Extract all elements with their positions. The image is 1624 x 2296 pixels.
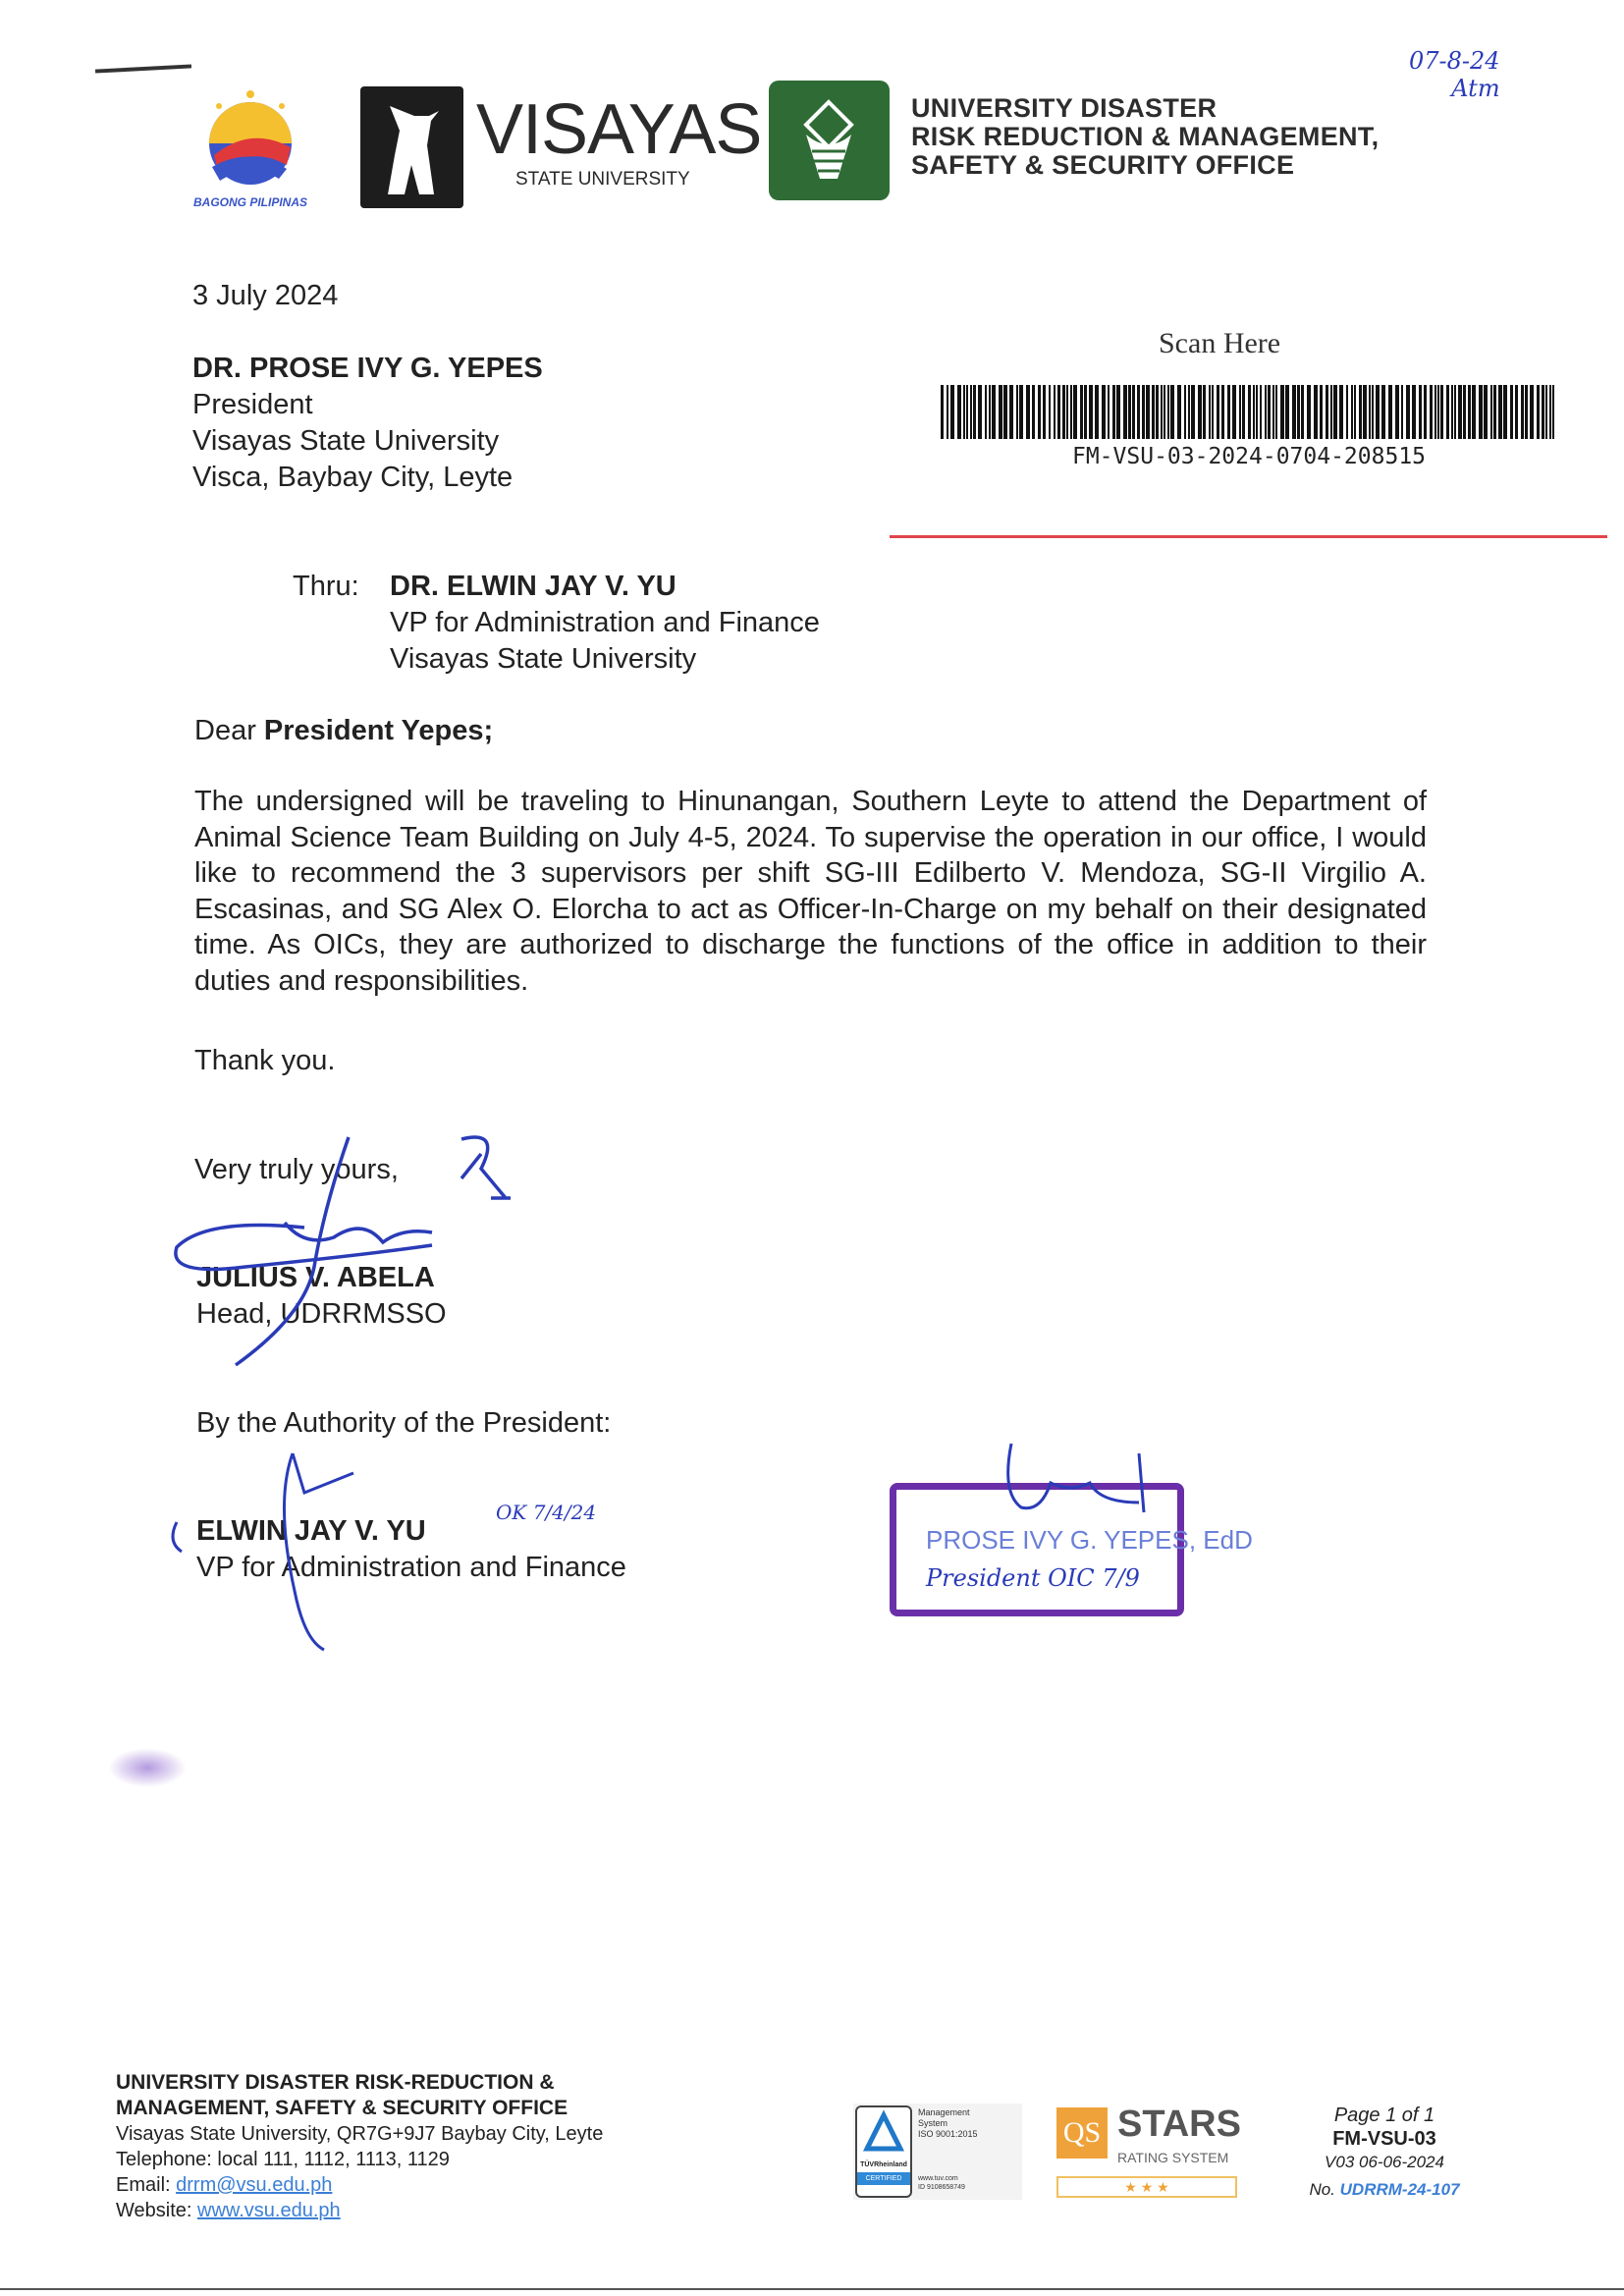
barcode-bar [1073, 385, 1077, 439]
barcode-bar [1326, 385, 1328, 439]
website-link[interactable]: www.vsu.edu.ph [197, 2200, 341, 2221]
qs-title: STARS [1117, 2104, 1241, 2145]
thru-label: Thru: [293, 571, 359, 602]
barcode-bar [992, 385, 996, 439]
barcode-bar [1161, 385, 1163, 439]
barcode-bar [1320, 385, 1323, 439]
barcode-bar [1430, 385, 1433, 439]
recipient-name: DR. PROSE IVY G. YEPES [192, 353, 543, 384]
handwritten-initials: Atm [1451, 75, 1500, 102]
barcode-bar [1458, 385, 1462, 439]
barcode-bar [1280, 385, 1284, 439]
barcode-bar [1265, 385, 1267, 439]
barcode-bar [1468, 385, 1471, 439]
barcode-bar [973, 385, 976, 439]
barcode-bar [1542, 385, 1544, 439]
barcode-bar [1388, 385, 1392, 439]
barcode-bar [1188, 385, 1190, 439]
thanks: Thank you. [194, 1045, 336, 1076]
barcode-bar [1066, 385, 1068, 439]
barcode-bar [1191, 385, 1195, 439]
qs-stars-badge [1056, 2104, 1239, 2202]
barcode-bar [1479, 385, 1483, 439]
barcode-bar [1510, 385, 1513, 439]
barcode-bar [1242, 385, 1245, 439]
barcode-bar [1268, 385, 1271, 439]
barcode-bar [947, 385, 948, 439]
signatory-title: Head, UDRRMSSO [196, 1298, 447, 1330]
barcode-bar [1137, 385, 1140, 439]
barcode-bar [1123, 385, 1127, 439]
barcode-bar [1032, 385, 1035, 439]
thru-block [390, 569, 820, 678]
abela-signature [167, 1129, 530, 1375]
barcode-bar [1009, 385, 1013, 439]
tuv-certified: CERTIFIED [857, 2172, 910, 2185]
barcode-bar [1472, 385, 1476, 439]
barcode-bar [1184, 385, 1186, 439]
footer-office-line: MANAGEMENT, SAFETY & SECURITY OFFICE [116, 2097, 568, 2119]
barcode-bar [1003, 385, 1007, 439]
barcode-bar [1549, 385, 1551, 439]
barcode-bar [1463, 385, 1466, 439]
barcode-bar [1227, 385, 1230, 439]
form-version: V03 06-06-2024 [1325, 2153, 1444, 2171]
office-name [911, 94, 1379, 180]
approver-name: ELWIN JAY V. YU [196, 1515, 426, 1547]
letter-date: 3 July 2024 [192, 280, 339, 311]
barcode-bar [966, 385, 968, 439]
barcode-bar [1164, 385, 1165, 439]
barcode-bar [1198, 385, 1202, 439]
barcode-bar [1095, 385, 1099, 439]
barcode-bar [1212, 385, 1214, 439]
barcode-bar [1369, 385, 1371, 439]
footer-address: Visayas State University, QR7G+9J7 Baybay City, Leyte [116, 2123, 604, 2145]
barcode-bar [1530, 385, 1534, 439]
barcode-bar [1521, 385, 1524, 439]
barcode-bar [1116, 385, 1120, 439]
authority-line: By the Authority of the President: [196, 1407, 612, 1439]
barcode-bar [1102, 385, 1106, 439]
barcode-bar [1498, 385, 1502, 439]
barcode-bar [1351, 385, 1353, 439]
footer-telephone: Telephone: local 111, 1112, 1113, 1129 [116, 2149, 450, 2170]
scan-mark [95, 64, 191, 73]
barcode-bar [1260, 385, 1262, 439]
barcode-bar [1221, 385, 1224, 439]
salutation-prefix: Dear [194, 715, 256, 746]
barcode-bar [963, 385, 965, 439]
barcode-bar [1089, 385, 1093, 439]
barcode-bar [1376, 385, 1380, 439]
barcode-divider [890, 535, 1607, 538]
tuv-line: ISO 9001:2015 [918, 2129, 978, 2139]
qs-stars: ★ ★ ★ [1056, 2176, 1237, 2198]
barcode-bar [1026, 385, 1030, 439]
barcode-bar [1152, 385, 1155, 439]
barcode-bar [1545, 385, 1547, 439]
recipient-line: Visca, Baybay City, Leyte [192, 462, 514, 493]
footer-contact [116, 2070, 603, 2223]
yepes-signature [982, 1434, 1178, 1552]
vsu-logo-subtext: STATE UNIVERSITY [515, 169, 690, 190]
qs-badge: QS [1056, 2107, 1108, 2159]
barcode-bar [1333, 385, 1337, 439]
email-label: Email: [116, 2174, 171, 2196]
barcode-bar [1292, 385, 1296, 439]
barcode-bar [1552, 385, 1554, 439]
barcode-bar [978, 385, 982, 439]
barcode-bar [1049, 385, 1051, 439]
barcode-bar [1419, 385, 1422, 439]
barcode-bar [1285, 385, 1289, 439]
barcode-bar [1525, 385, 1528, 439]
barcode-bar [1490, 385, 1492, 439]
barcode-bar [1248, 385, 1251, 439]
barcode-bar [1239, 385, 1241, 439]
barcode-bar [1272, 385, 1274, 439]
office-line: RISK REDUCTION & MANAGEMENT, [911, 122, 1380, 151]
approver-handwritten-note: OK 7/4/24 [496, 1501, 597, 1524]
barcode-bar [1503, 385, 1507, 439]
ink-smudge [108, 1748, 187, 1787]
signatory-name: JULIUS V. ABELA [196, 1262, 435, 1293]
barcode-bar [1451, 385, 1453, 439]
barcode-bar [1203, 385, 1206, 439]
barcode-bar [1167, 385, 1169, 439]
barcode[interactable] [941, 385, 1557, 439]
udrrmsso-logo [769, 81, 890, 200]
barcode-bar [1537, 385, 1540, 439]
barcode-bar [1354, 385, 1356, 439]
barcode-bar [1381, 385, 1385, 439]
barcode-bar [1128, 385, 1131, 439]
barcode-bar [1406, 385, 1410, 439]
approver-title: VP for Administration and Finance [196, 1552, 626, 1583]
office-line: SAFETY & SECURITY OFFICE [911, 150, 1295, 180]
tuv-triangle-icon [857, 2107, 910, 2157]
barcode-bar [1062, 385, 1065, 439]
vsu-logo-text: VISAYAS [476, 90, 762, 169]
barcode-bar [1297, 385, 1300, 439]
handwritten-received-note [1409, 47, 1500, 102]
barcode-bar [1435, 385, 1436, 439]
footer-office-line: UNIVERSITY DISASTER RISK-REDUCTION & [116, 2071, 555, 2094]
barcode-bar [1019, 385, 1023, 439]
barcode-bar [1084, 385, 1087, 439]
barcode-bar [941, 385, 944, 439]
thru-line: Visayas State University [390, 643, 697, 675]
barcode-bar [1057, 385, 1060, 439]
bagong-pilipinas-text: BAGONG PILIPINAS [192, 195, 307, 209]
scan-here-label: Scan Here [1159, 327, 1281, 359]
bagong-pilipinas-logo [185, 86, 316, 209]
barcode-bar [1493, 385, 1496, 439]
barcode-bar [1209, 385, 1211, 439]
barcode-bar [1307, 385, 1311, 439]
barcode-bar [1346, 385, 1348, 439]
barcode-bar [1395, 385, 1399, 439]
tuv-line: System [918, 2118, 948, 2128]
closing: Very truly yours, [194, 1154, 399, 1185]
stamp-handwritten: President OIC 7/9 [926, 1564, 1140, 1592]
page-info [1296, 2104, 1473, 2202]
barcode-bar [1108, 385, 1110, 439]
vsu-logo-mark [360, 86, 463, 208]
email-link[interactable]: drrm@vsu.edu.ph [176, 2174, 333, 2196]
barcode-bar [1217, 385, 1219, 439]
barcode-bar [1275, 385, 1277, 439]
barcode-bar [1146, 385, 1150, 439]
barcode-bar [1038, 385, 1041, 439]
barcode-bar [1484, 385, 1488, 439]
tuv-line: Management [918, 2107, 970, 2117]
barcode-bar [1401, 385, 1403, 439]
barcode-bar [985, 385, 987, 439]
no-label: No. [1309, 2180, 1335, 2199]
barcode-number: FM-VSU-03-2024-0704-208515 [1071, 444, 1427, 469]
recipient-block [192, 351, 543, 496]
barcode-bar [1372, 385, 1374, 439]
qs-subtitle: RATING SYSTEM [1117, 2150, 1229, 2165]
salutation [194, 713, 493, 749]
tuv-bottom-line: www.tuv.com [918, 2175, 958, 2182]
salutation-name: President Yepes; [263, 715, 494, 746]
barcode-bar [950, 385, 954, 439]
website-label: Website: [116, 2200, 192, 2221]
barcode-bar [1112, 385, 1115, 439]
tuv-certification-badge [853, 2104, 1022, 2200]
barcode-bar [1080, 385, 1083, 439]
barcode-bar [1043, 385, 1046, 439]
barcode-bar [1016, 385, 1018, 439]
barcode-bar [1437, 385, 1439, 439]
barcode-bar [1170, 385, 1174, 439]
barcode-bar [1330, 385, 1332, 439]
handwritten-date: 07-8-24 [1409, 47, 1500, 75]
barcode-bar [1156, 385, 1159, 439]
document-number: UDRRM-24-107 [1339, 2180, 1460, 2199]
barcode-bar [1424, 385, 1427, 439]
barcode-bar [999, 385, 1002, 439]
barcode-bar [1301, 385, 1304, 439]
barcode-bar [1177, 385, 1181, 439]
barcode-bar [989, 385, 991, 439]
barcode-bar [1132, 385, 1135, 439]
barcode-bar [1232, 385, 1236, 439]
recipient-line: President [192, 389, 313, 420]
barcode-bar [1412, 385, 1416, 439]
page-number: Page 1 of 1 [1333, 2105, 1435, 2126]
office-line: UNIVERSITY DISASTER [911, 93, 1218, 123]
barcode-bar [1142, 385, 1145, 439]
ph-flag-emblem-icon [185, 86, 316, 185]
barcode-bar [1256, 385, 1258, 439]
barcode-bar [1070, 385, 1072, 439]
stamp-name: PROSE IVY G. YEPES, EdD [926, 1525, 1253, 1555]
thru-name: DR. ELWIN JAY V. YU [390, 571, 677, 602]
barcode-bar [1446, 385, 1449, 439]
thru-line: VP for Administration and Finance [390, 607, 820, 638]
barcode-bar [1339, 385, 1343, 439]
letter-body: The undersigned will be traveling to Hinunangan, Southern Leyte to attend the Department of Animal Science Team Building on July 4-5, 2024. To supervise the operation in our office, I would like to recommend the 3 supervisors per shift SG-III Edilberto V. Mendoza, SG-II Virgilio A. Escasinas, and SG Alex O. Elorcha to act as Officer-In-Charge on my behalf on their designated time. As OICs, they are authorized to discharge the functions of the office in addition to their duties and responsibilities. [194, 786, 1427, 997]
tuv-bottom-line: ID 9108658749 [918, 2184, 965, 2191]
barcode-bar [1515, 385, 1518, 439]
barcode-bar [957, 385, 961, 439]
page-bottom-edge [0, 2288, 1624, 2290]
barcode-bar [1359, 385, 1362, 439]
form-code: FM-VSU-03 [1332, 2128, 1436, 2150]
barcode-bar [1054, 385, 1056, 439]
barcode-bar [1454, 385, 1456, 439]
recipient-line: Visayas State University [192, 425, 500, 457]
yu-signature [167, 1434, 363, 1660]
barcode-bar [1363, 385, 1367, 439]
barcode-bar [1314, 385, 1318, 439]
tuv-brand: TÜVRheinland [860, 2161, 907, 2168]
barcode-bar [970, 385, 972, 439]
barcode-bar [1440, 385, 1443, 439]
barcode-bar [1253, 385, 1255, 439]
